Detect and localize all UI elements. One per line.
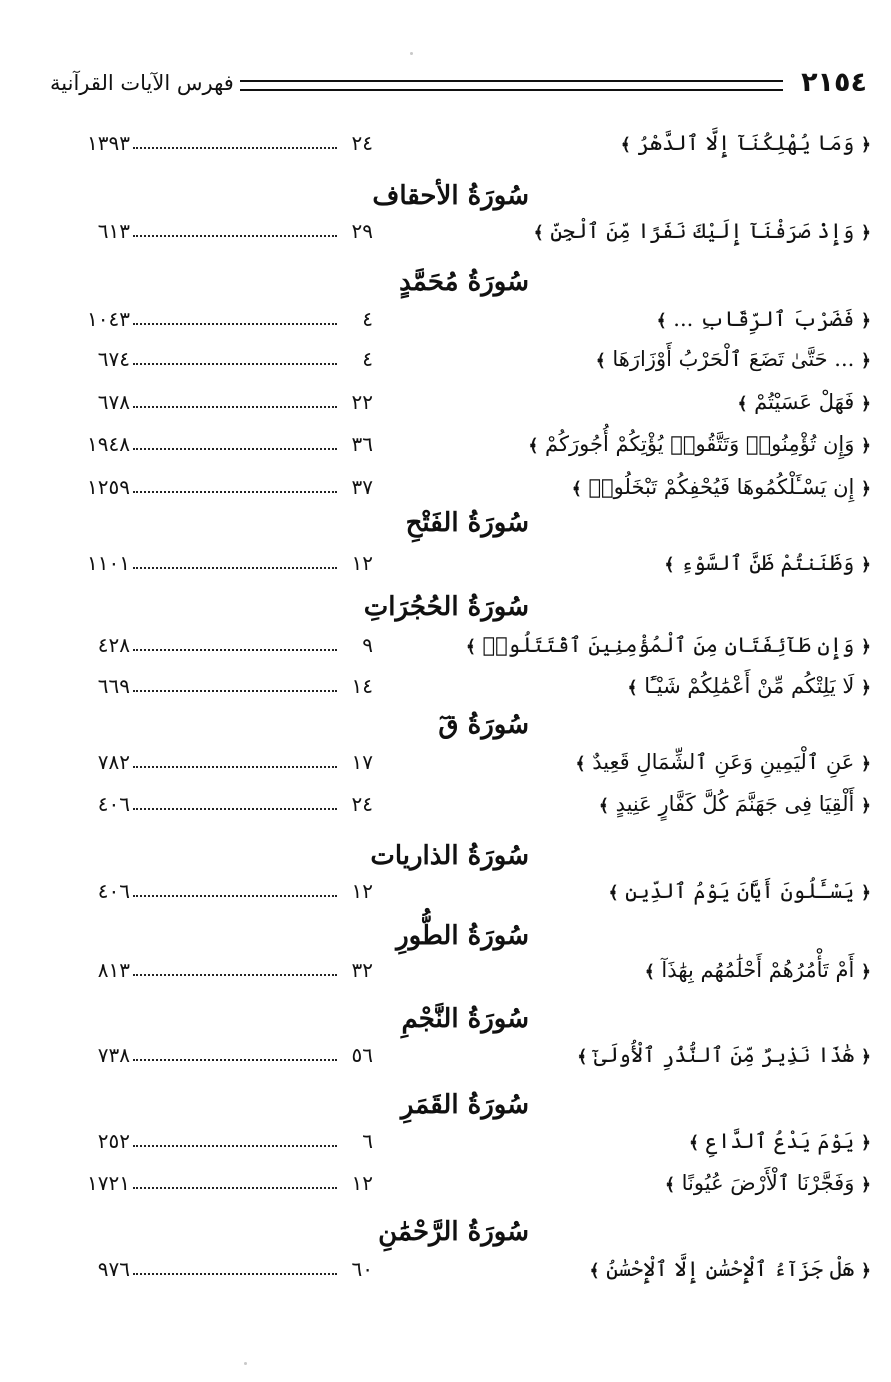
ayah-number: ٥٦ <box>351 1043 373 1067</box>
index-entry <box>0 628 891 662</box>
page-reference: ١٧٢١ <box>87 1171 130 1195</box>
dot-leader <box>133 235 337 237</box>
surah-heading: سُورَةُ النَّجْمِ <box>401 1004 529 1034</box>
closing-bracket: ﴾ <box>664 555 675 575</box>
ayah-number: ٩ <box>362 633 373 657</box>
ayah-number: ٢٤ <box>351 131 373 155</box>
verse-words: فَهَلْ عَسَيْتُمْ <box>754 390 855 414</box>
closing-bracket: ﴾ <box>575 754 586 774</box>
page-reference: ٦٧٤ <box>97 347 130 371</box>
dot-leader <box>133 1145 337 1147</box>
verse-words: ... حَتَّىٰ تَضَعَ ٱلْحَرْبُ أَوْزَارَهَا <box>612 347 855 371</box>
ayah-number: ١٢ <box>351 1171 373 1195</box>
opening-bracket: ﴿ <box>861 1175 871 1195</box>
verse-text <box>621 126 871 162</box>
verse-words: لَا يَلِتْكُم مِّنْ أَعْمَٰلِكُمْ شَيْـًٔا <box>644 674 855 698</box>
index-entry <box>0 874 891 908</box>
closing-bracket: ﴾ <box>533 223 544 243</box>
page-reference: ٦١٣ <box>97 219 130 243</box>
ayah-number: ٣٧ <box>351 475 373 499</box>
verse-words: أَلْقِيَا فِى جَهَنَّمَ كُلَّ كَفَّارٍ عَنِيدٍ <box>615 792 855 816</box>
verse-text <box>665 1166 871 1202</box>
opening-bracket: ﴿ <box>861 1261 871 1281</box>
verse-words: يَسْـَٔلُونَ أَيَّانَ يَوْمُ ٱلدِّينِ <box>625 879 855 903</box>
page-reference: ٢٥٢ <box>97 1129 130 1153</box>
page-reference: ٧٣٨ <box>97 1043 130 1067</box>
opening-bracket: ﴿ <box>861 436 871 456</box>
verse-words: وَفَجَّرْنَا ٱلْأَرْضَ عُيُونًا <box>681 1171 855 1195</box>
page-reference: ٦٧٨ <box>97 390 130 414</box>
verse-text <box>657 302 871 338</box>
opening-bracket: ﴿ <box>861 637 871 657</box>
ayah-number: ٢٩ <box>351 219 373 243</box>
ayah-number: ٤ <box>362 347 373 371</box>
page-reference: ٩٧٦ <box>97 1257 130 1281</box>
index-entry <box>0 1166 891 1200</box>
opening-bracket: ﴿ <box>861 678 871 698</box>
page-reference: ٤٢٨ <box>97 633 130 657</box>
surah-heading: سُورَةُ الذاريات <box>370 841 529 871</box>
page-reference: ٨١٣ <box>97 958 130 982</box>
opening-bracket: ﴿ <box>861 796 871 816</box>
ayah-number: ١٤ <box>351 674 373 698</box>
running-title: فهرس الآيات القرآنية <box>50 71 234 95</box>
page-number: ٢١٥٤ <box>801 67 867 98</box>
closing-bracket: ﴾ <box>598 796 609 816</box>
index-entry <box>0 342 891 376</box>
ayah-number: ٢٢ <box>351 390 373 414</box>
ayah-number: ١٧ <box>351 750 373 774</box>
page-reference: ١٢٥٩ <box>87 475 130 499</box>
page-reference: ١٠٤٣ <box>87 307 130 331</box>
ayah-number: ٣٢ <box>351 958 373 982</box>
surah-heading: سُورَةُ الفَتْحِ <box>405 508 529 538</box>
dot-leader <box>133 363 337 365</box>
opening-bracket: ﴿ <box>861 394 871 414</box>
dot-leader <box>133 406 337 408</box>
surah-heading: سُورَةُ الأحقاف <box>372 181 529 211</box>
verse-words: عَنِ ٱلْيَمِينِ وَعَنِ ٱلشِّمَالِ قَعِيدٌ <box>592 750 855 774</box>
verse-text <box>608 874 871 910</box>
verse-words: وَإِن تُؤْمِنُوا۟ وَتَتَّقُوا۟ يُؤْتِكُمْ أُجُورَكُمْ <box>545 432 855 456</box>
verse-words: وَإِذْ صَرَفْنَآ إِلَيْكَ نَفَرًا مِّنَ ٱلْجِنِّ <box>550 219 855 243</box>
closing-bracket: ﴾ <box>620 135 631 155</box>
closing-bracket: ﴾ <box>608 883 619 903</box>
dot-leader <box>133 974 337 976</box>
verse-text <box>599 787 871 823</box>
index-entry <box>0 302 891 336</box>
ayah-number: ٤ <box>362 307 373 331</box>
verse-text <box>645 953 871 989</box>
verse-text <box>689 1124 871 1160</box>
opening-bracket: ﴿ <box>861 754 871 774</box>
verse-text <box>572 470 871 506</box>
dot-leader <box>133 567 337 569</box>
dot-leader <box>133 895 337 897</box>
verse-words: يَوْمَ يَدْعُ ٱلدَّاعِ <box>705 1129 855 1153</box>
dot-leader <box>133 147 337 149</box>
opening-bracket: ﴿ <box>861 479 871 499</box>
verse-words: هَلْ جَزَآءُ ٱلْإِحْسَٰنِ إِلَّا ٱلْإِحْسَٰنُ <box>606 1257 855 1281</box>
verse-words: فَضَرْبَ ٱلرِّقَابِ ... <box>673 307 855 331</box>
verse-text <box>528 427 871 463</box>
index-entry <box>0 745 891 779</box>
opening-bracket: ﴿ <box>861 1133 871 1153</box>
index-entry <box>0 385 891 419</box>
opening-bracket: ﴿ <box>861 962 871 982</box>
surah-heading: سُورَةُ مُحَمَّدٍ <box>399 267 529 297</box>
dot-leader <box>133 649 337 651</box>
opening-bracket: ﴿ <box>861 311 871 331</box>
ayah-number: ٦٠ <box>351 1257 373 1281</box>
surah-heading: سُورَةُ القَمَرِ <box>400 1090 529 1120</box>
page-reference: ٦٦٩ <box>97 674 130 698</box>
index-entry <box>0 546 891 580</box>
index-entry <box>0 1038 891 1072</box>
closing-bracket: ﴾ <box>595 351 606 371</box>
dot-leader <box>133 1187 337 1189</box>
dot-leader <box>133 690 337 692</box>
closing-bracket: ﴾ <box>528 436 539 456</box>
closing-bracket: ﴾ <box>589 1261 600 1281</box>
index-entry <box>0 470 891 504</box>
dot-leader <box>133 448 337 450</box>
closing-bracket: ﴾ <box>688 1133 699 1153</box>
verse-words: وَإِن طَآئِفَتَانِ مِنَ ٱلْمُؤْمِنِينَ ٱقْتَتَلُوا۟ <box>482 633 855 657</box>
surah-heading: سُورَةُ الطُّورِ <box>396 921 529 951</box>
verse-text <box>596 342 871 378</box>
ayah-number: ١٢ <box>351 551 373 575</box>
index-entry <box>0 1252 891 1286</box>
ayah-number: ٦ <box>362 1129 373 1153</box>
closing-bracket: ﴾ <box>465 637 476 657</box>
index-entry <box>0 427 891 461</box>
surah-heading: سُورَةُ قٓ <box>438 710 529 740</box>
verse-words: أَمْ تَأْمُرُهُمْ أَحْلَٰمُهُم بِهَٰذَآ <box>661 958 855 982</box>
closing-bracket: ﴾ <box>665 1175 675 1195</box>
dot-leader <box>133 1273 337 1275</box>
index-entry <box>0 214 891 248</box>
verse-text <box>466 628 871 664</box>
dot-leader <box>133 323 337 325</box>
opening-bracket: ﴿ <box>861 883 871 903</box>
ayah-number: ١٢ <box>351 879 373 903</box>
ayah-number: ٣٦ <box>351 432 373 456</box>
page-reference: ٤٠٦ <box>97 792 130 816</box>
closing-bracket: ﴾ <box>571 479 582 499</box>
verse-text <box>577 1038 871 1074</box>
verse-text <box>590 1252 872 1288</box>
verse-words: وَمَا يُهْلِكُنَآ إِلَّا ٱلدَّهْرُ <box>637 131 855 155</box>
index-entry <box>0 787 891 821</box>
index-entry <box>0 1124 891 1158</box>
index-entry <box>0 126 891 160</box>
opening-bracket: ﴿ <box>861 1047 871 1067</box>
dot-leader <box>133 1059 337 1061</box>
ayah-number: ٢٤ <box>351 792 373 816</box>
dot-leader <box>133 491 337 493</box>
page-reference: ٧٨٢ <box>97 750 130 774</box>
opening-bracket: ﴿ <box>861 135 871 155</box>
dot-leader <box>133 766 337 768</box>
verse-text <box>737 385 871 421</box>
page-reference: ١٣٩٣ <box>87 131 130 155</box>
closing-bracket: ﴾ <box>656 311 667 331</box>
closing-bracket: ﴾ <box>644 962 655 982</box>
page-header <box>50 66 867 100</box>
closing-bracket: ﴾ <box>627 678 638 698</box>
verse-text <box>576 745 871 781</box>
surah-heading: سُورَةُ الحُجُرَاتِ <box>363 592 529 622</box>
opening-bracket: ﴿ <box>861 351 871 371</box>
page-reference: ١١٠١ <box>87 551 130 575</box>
verse-words: إِن يَسْـَٔلْكُمُوهَا فَيُحْفِكُمْ تَبْخَلُوا۟ <box>588 475 855 499</box>
index-entry <box>0 669 891 703</box>
header-double-rule <box>240 80 783 91</box>
verse-text <box>628 669 871 705</box>
verse-words: وَظَنَنتُمْ ظَنَّ ٱلسَّوْءِ <box>681 551 855 575</box>
verse-text <box>534 214 871 250</box>
page-reference: ٤٠٦ <box>97 879 130 903</box>
closing-bracket: ﴾ <box>737 394 748 414</box>
opening-bracket: ﴿ <box>861 223 871 243</box>
verse-text <box>664 546 871 582</box>
dot-leader <box>133 808 337 810</box>
margin-speck <box>244 1362 247 1365</box>
margin-speck <box>410 52 413 55</box>
index-entry <box>0 953 891 987</box>
closing-bracket: ﴾ <box>577 1047 588 1067</box>
verse-words: هَٰذَا نَذِيرٌ مِّنَ ٱلنُّذُرِ ٱلْأُولَىٰٓ <box>593 1043 855 1067</box>
opening-bracket: ﴿ <box>861 555 871 575</box>
page-reference: ١٩٤٨ <box>87 432 130 456</box>
surah-heading: سُورَةُ الرَّحْمَٰنِ <box>378 1217 529 1247</box>
